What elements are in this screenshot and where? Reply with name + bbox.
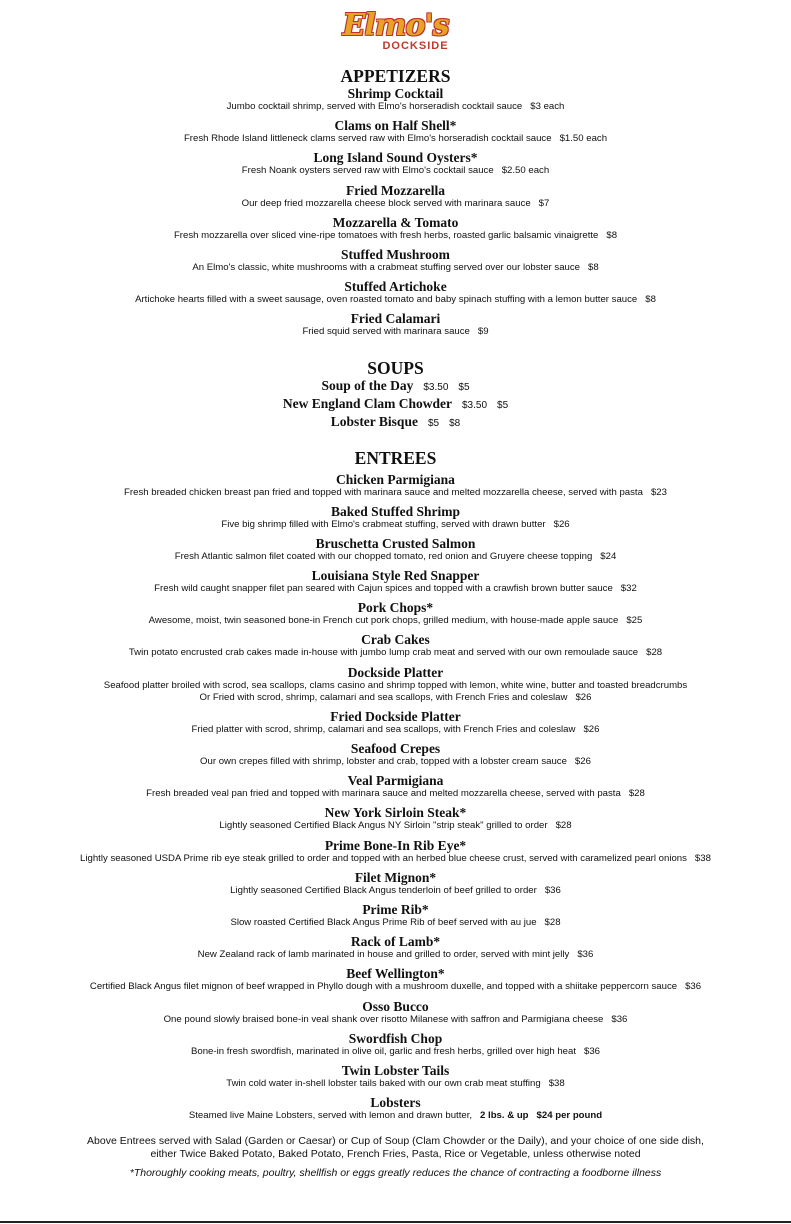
menu-item — [0, 709, 791, 736]
item-price: $8 — [606, 229, 618, 241]
soup-name: Lobster Bisque — [330, 413, 418, 429]
menu-item — [0, 215, 791, 242]
item-name: Baked Stuffed Shrimp — [330, 503, 461, 519]
item-desc-text: Fresh breaded chicken breast pan fried and topped with marinara sauce and melted mozzarella cheese, served with pasta — [124, 486, 643, 498]
item-name: Lobsters — [370, 1095, 421, 1111]
item-description — [0, 1110, 791, 1122]
item-desc-text: Lightly seasoned Certified Black Angus tenderloin of beef grilled to order — [230, 884, 537, 896]
item-desc-text: Lightly seasoned USDA Prime rib eye steak grilled to order and topped with an herbed blue cheese crust, served with caramelized pearl onions — [80, 852, 687, 864]
item-price: $1.50 each — [559, 133, 608, 145]
item-price: $36 — [685, 981, 702, 993]
menu-item — [0, 311, 791, 338]
item-desc-text: Fresh wild caught snapper filet pan seared with Cajun spices and topped with a crawfish brown butter sauce — [154, 583, 613, 595]
item-name: Swordfish Chop — [348, 1030, 443, 1046]
item-price: $28 — [646, 647, 663, 659]
item-description — [0, 262, 791, 274]
item-name: New York Sirloin Steak* — [324, 805, 467, 821]
menu-item — [0, 838, 791, 865]
item-price: $36 — [544, 884, 561, 896]
item-name: Crab Cakes — [361, 632, 430, 648]
item-name: Stuffed Mushroom — [341, 246, 450, 262]
menu-item — [0, 536, 791, 563]
menu-item — [0, 183, 791, 210]
item-description — [0, 820, 791, 832]
item-desc-text: Seafood platter broiled with scrod, sea scallops, clams casino and shrimp topped with lemon, white wine, butter and toasted breadcrumbs — [103, 679, 688, 691]
item-price: $36 — [611, 1013, 628, 1025]
item-name: Osso Bucco — [362, 998, 429, 1014]
menu-item — [0, 966, 791, 993]
item-name: Veal Parmigiana — [347, 773, 444, 789]
item-name: Fried Mozzarella — [345, 182, 446, 198]
item-desc-text: Twin potato encrusted crab cakes made in-house with jumbo lump crab meat and served with our own remoulade sauce — [128, 647, 639, 659]
item-description — [0, 230, 791, 242]
item-desc-text: Steamed live Maine Lobsters, served with lemon and drawn butter, — [188, 1110, 473, 1122]
menu-item — [0, 934, 791, 961]
item-price: $32 — [620, 583, 637, 595]
item-name: Chicken Parmigiana — [336, 471, 455, 487]
item-desc-text: Fried squid served with marinara sauce — [302, 326, 470, 338]
item-size-note: 2 lbs. & up — [480, 1110, 529, 1122]
item-description — [0, 917, 791, 929]
item-desc-text: Slow roasted Certified Black Angus Prime Rib of beef served with au jue — [230, 916, 537, 928]
item-desc-text: Lightly seasoned Certified Black Angus NY Sirloin "strip steak" grilled to order — [219, 820, 548, 832]
item-name: Stuffed Artichoke — [344, 279, 447, 295]
menu-item — [0, 1031, 791, 1058]
item-price: $24 — [600, 550, 617, 562]
item-price: $36 — [577, 949, 594, 961]
logo-sub: DOCKSIDE — [382, 40, 449, 52]
item-description — [0, 788, 791, 800]
item-desc-text: Fresh mozzarella over sliced vine-ripe tomatoes with fresh herbs, roasted garlic balsamic vinaigrette — [173, 229, 599, 241]
item-desc-text: Artichoke hearts filled with a sweet sausage, oven roasted tomato and baby spinach stuffing with a lemon butter sauce — [135, 294, 638, 306]
item-desc-text: Certified Black Angus filet mignon of beef wrapped in Phyllo dough with a mushroom duxelle, and topped with a shiitake peppercorn sauce — [89, 981, 678, 993]
item-description — [0, 615, 791, 627]
soup-name: New England Clam Chowder — [282, 395, 452, 411]
menu-item — [0, 247, 791, 274]
item-description — [0, 487, 791, 499]
item-price: $36 — [584, 1045, 601, 1057]
item-description — [0, 133, 791, 145]
item-price: $26 — [583, 723, 600, 735]
item-desc-text: Awesome, moist, twin seasoned bone-in French cut pork chops, grilled medium, with house-made apple sauce — [148, 615, 619, 627]
soup-name: Soup of the Day — [321, 377, 414, 393]
item-price: $28 — [628, 788, 645, 800]
item-name: Fried Dockside Platter — [330, 708, 461, 724]
entrees-title: ENTREES — [354, 447, 437, 468]
item-price: $7 — [538, 197, 550, 209]
item-price: $26 — [574, 756, 591, 767]
item-price: $26 — [575, 691, 592, 703]
item-desc-text: Fresh Noank oysters served raw with Elmo's cocktail sauce — [241, 165, 494, 177]
logo-name: Elmo's — [342, 8, 449, 43]
item-description — [0, 326, 791, 338]
soup-row — [0, 396, 791, 414]
soup-price-bowl: $5 — [458, 381, 470, 393]
menu-item — [0, 1063, 791, 1090]
item-desc-text: Fresh Atlantic salmon filet coated with our chopped tomato, red onion and Gruyere cheese topping — [174, 550, 593, 562]
item-description — [0, 198, 791, 210]
item-price: $2.50 each — [501, 165, 550, 177]
item-price: $9 — [477, 326, 489, 338]
soup-price-bowl: $8 — [449, 417, 461, 429]
menu-item — [0, 741, 791, 768]
item-desc-text: Jumbo cocktail shrimp, served with Elmo's horseradish cocktail sauce — [226, 101, 523, 112]
entrees-list — [0, 472, 791, 1123]
item-description — [0, 1014, 791, 1026]
soup-price-bowl: $5 — [497, 399, 509, 411]
menu-item — [0, 472, 791, 499]
item-name: Long Island Sound Oysters* — [313, 150, 478, 166]
item-description — [0, 551, 791, 563]
item-description — [0, 165, 791, 177]
item-price: $26 — [553, 518, 570, 530]
menu-content — [0, 66, 791, 1180]
menu-item — [0, 632, 791, 659]
item-name: Prime Bone-In Rib Eye* — [324, 837, 467, 853]
soup-price-cup: $3.50 — [423, 381, 449, 393]
menu-item — [0, 870, 791, 897]
item-description — [0, 853, 791, 865]
item-price: $28 — [555, 820, 572, 832]
foodborne-disclaimer: *Thoroughly cooking meats, poultry, shellfish or eggs greatly reduces the chance of contracting a foodborne illness — [129, 1167, 662, 1180]
item-price: $8 — [645, 294, 656, 306]
menu-item — [0, 600, 791, 627]
item-desc-text: Our deep fried mozzarella cheese block served with marinara sauce — [241, 197, 531, 209]
menu-item — [0, 902, 791, 929]
item-name: Clams on Half Shell* — [334, 118, 457, 134]
menu-item — [0, 1095, 791, 1122]
item-description — [0, 294, 791, 306]
item-desc-text: Our own crepes filled with shrimp, lobster and crab, topped with a lobster cream sauce — [200, 756, 567, 767]
item-price: $3 each — [530, 101, 565, 112]
item-name: Beef Wellington* — [346, 966, 445, 982]
soups-list — [0, 378, 791, 432]
item-desc-text: New Zealand rack of lamb marinated in house and grilled to order, served with mint jelly — [197, 949, 570, 961]
menu-item — [0, 568, 791, 595]
item-desc-text: Bone-in fresh swordfish, marinated in olive oil, garlic and fresh herbs, grilled over high heat — [190, 1045, 576, 1057]
item-desc-text: Fresh Rhode Island littleneck clams served raw with Elmo's horseradish cocktail sauce — [183, 133, 552, 145]
item-price: $25 — [626, 615, 643, 627]
item-description — [0, 1078, 791, 1090]
menu-item — [0, 118, 791, 145]
item-name: Prime Rib* — [362, 901, 429, 917]
item-name: Rack of Lamb* — [350, 934, 441, 950]
item-price: $28 — [544, 916, 561, 928]
item-name: Dockside Platter — [347, 664, 444, 680]
soup-price-cup: $5 — [427, 417, 440, 429]
item-desc-text: Fried platter with scrod, shrimp, calamari and sea scallops, with French Fries and coleslaw — [191, 723, 576, 735]
soup-row — [0, 414, 791, 432]
item-description — [0, 647, 791, 659]
item-description — [0, 885, 791, 897]
item-description — [0, 680, 791, 704]
item-price: $8 — [588, 261, 599, 273]
item-description — [0, 756, 791, 768]
soup-price-cup: $3.50 — [461, 399, 488, 411]
item-name: Filet Mignon* — [354, 869, 437, 885]
bottom-rule — [0, 1221, 791, 1223]
menu-item — [0, 773, 791, 800]
menu-item — [0, 805, 791, 832]
item-price: $23 — [650, 486, 667, 498]
item-name: Bruschetta Crusted Salmon — [315, 535, 476, 551]
item-name: Twin Lobster Tails — [341, 1062, 450, 1078]
soup-row — [0, 378, 791, 396]
footer-line-2: either Twice Baked Potato, Baked Potato, French Fries, Pasta, Rice or Vegetable, unless otherwise noted — [150, 1148, 641, 1161]
restaurant-logo — [0, 8, 791, 52]
item-description — [0, 949, 791, 961]
item-description — [0, 101, 791, 113]
item-description — [0, 583, 791, 595]
item-desc-text: An Elmo's classic, white mushrooms with a crabmeat stuffing served over our lobster sauce — [192, 261, 581, 273]
item-desc-text-2: Or Fried with scrod, shrimp, calamari and sea scallops, with French Fries and coleslaw — [199, 691, 568, 703]
item-name: Seafood Crepes — [350, 741, 441, 756]
menu-item — [0, 279, 791, 306]
menu-item — [0, 150, 791, 177]
footer-line-1: Above Entrees served with Salad (Garden or Caesar) or Cup of Soup (Clam Chowder or the Daily), and your choice of one side dish, — [87, 1135, 704, 1148]
item-price: $38 — [548, 1077, 565, 1089]
item-name: Mozzarella & Tomato — [332, 214, 459, 230]
menu-item — [0, 86, 791, 113]
item-description — [0, 1046, 791, 1058]
menu-item — [0, 504, 791, 531]
appetizers-list — [0, 86, 791, 338]
item-name: Fried Calamari — [350, 311, 441, 327]
item-name: Pork Chops* — [357, 600, 434, 616]
item-name: Shrimp Cocktail — [347, 86, 444, 101]
item-name: Louisiana Style Red Snapper — [311, 568, 480, 584]
item-description — [0, 519, 791, 531]
menu-item — [0, 665, 791, 704]
menu-item — [0, 999, 791, 1026]
appetizers-title: APPETIZERS — [340, 66, 451, 86]
item-desc-text: Fresh breaded veal pan fried and topped with marinara sauce and melted mozzarella cheese, served with pasta — [146, 788, 621, 800]
item-desc-text: Twin cold water in-shell lobster tails baked with our own crab meat stuffing — [226, 1077, 541, 1089]
item-description — [0, 981, 791, 993]
soups-title: SOUPS — [367, 357, 424, 378]
item-description — [0, 724, 791, 736]
item-price: $24 per pound — [536, 1110, 603, 1122]
item-price: $38 — [694, 852, 711, 864]
item-desc-text: Five big shrimp filled with Elmo's crabmeat stuffing, served with drawn butter — [221, 518, 546, 530]
item-desc-text: One pound slowly braised bone-in veal shank over risotto Milanese with saffron and Parmigiana cheese — [163, 1013, 604, 1025]
